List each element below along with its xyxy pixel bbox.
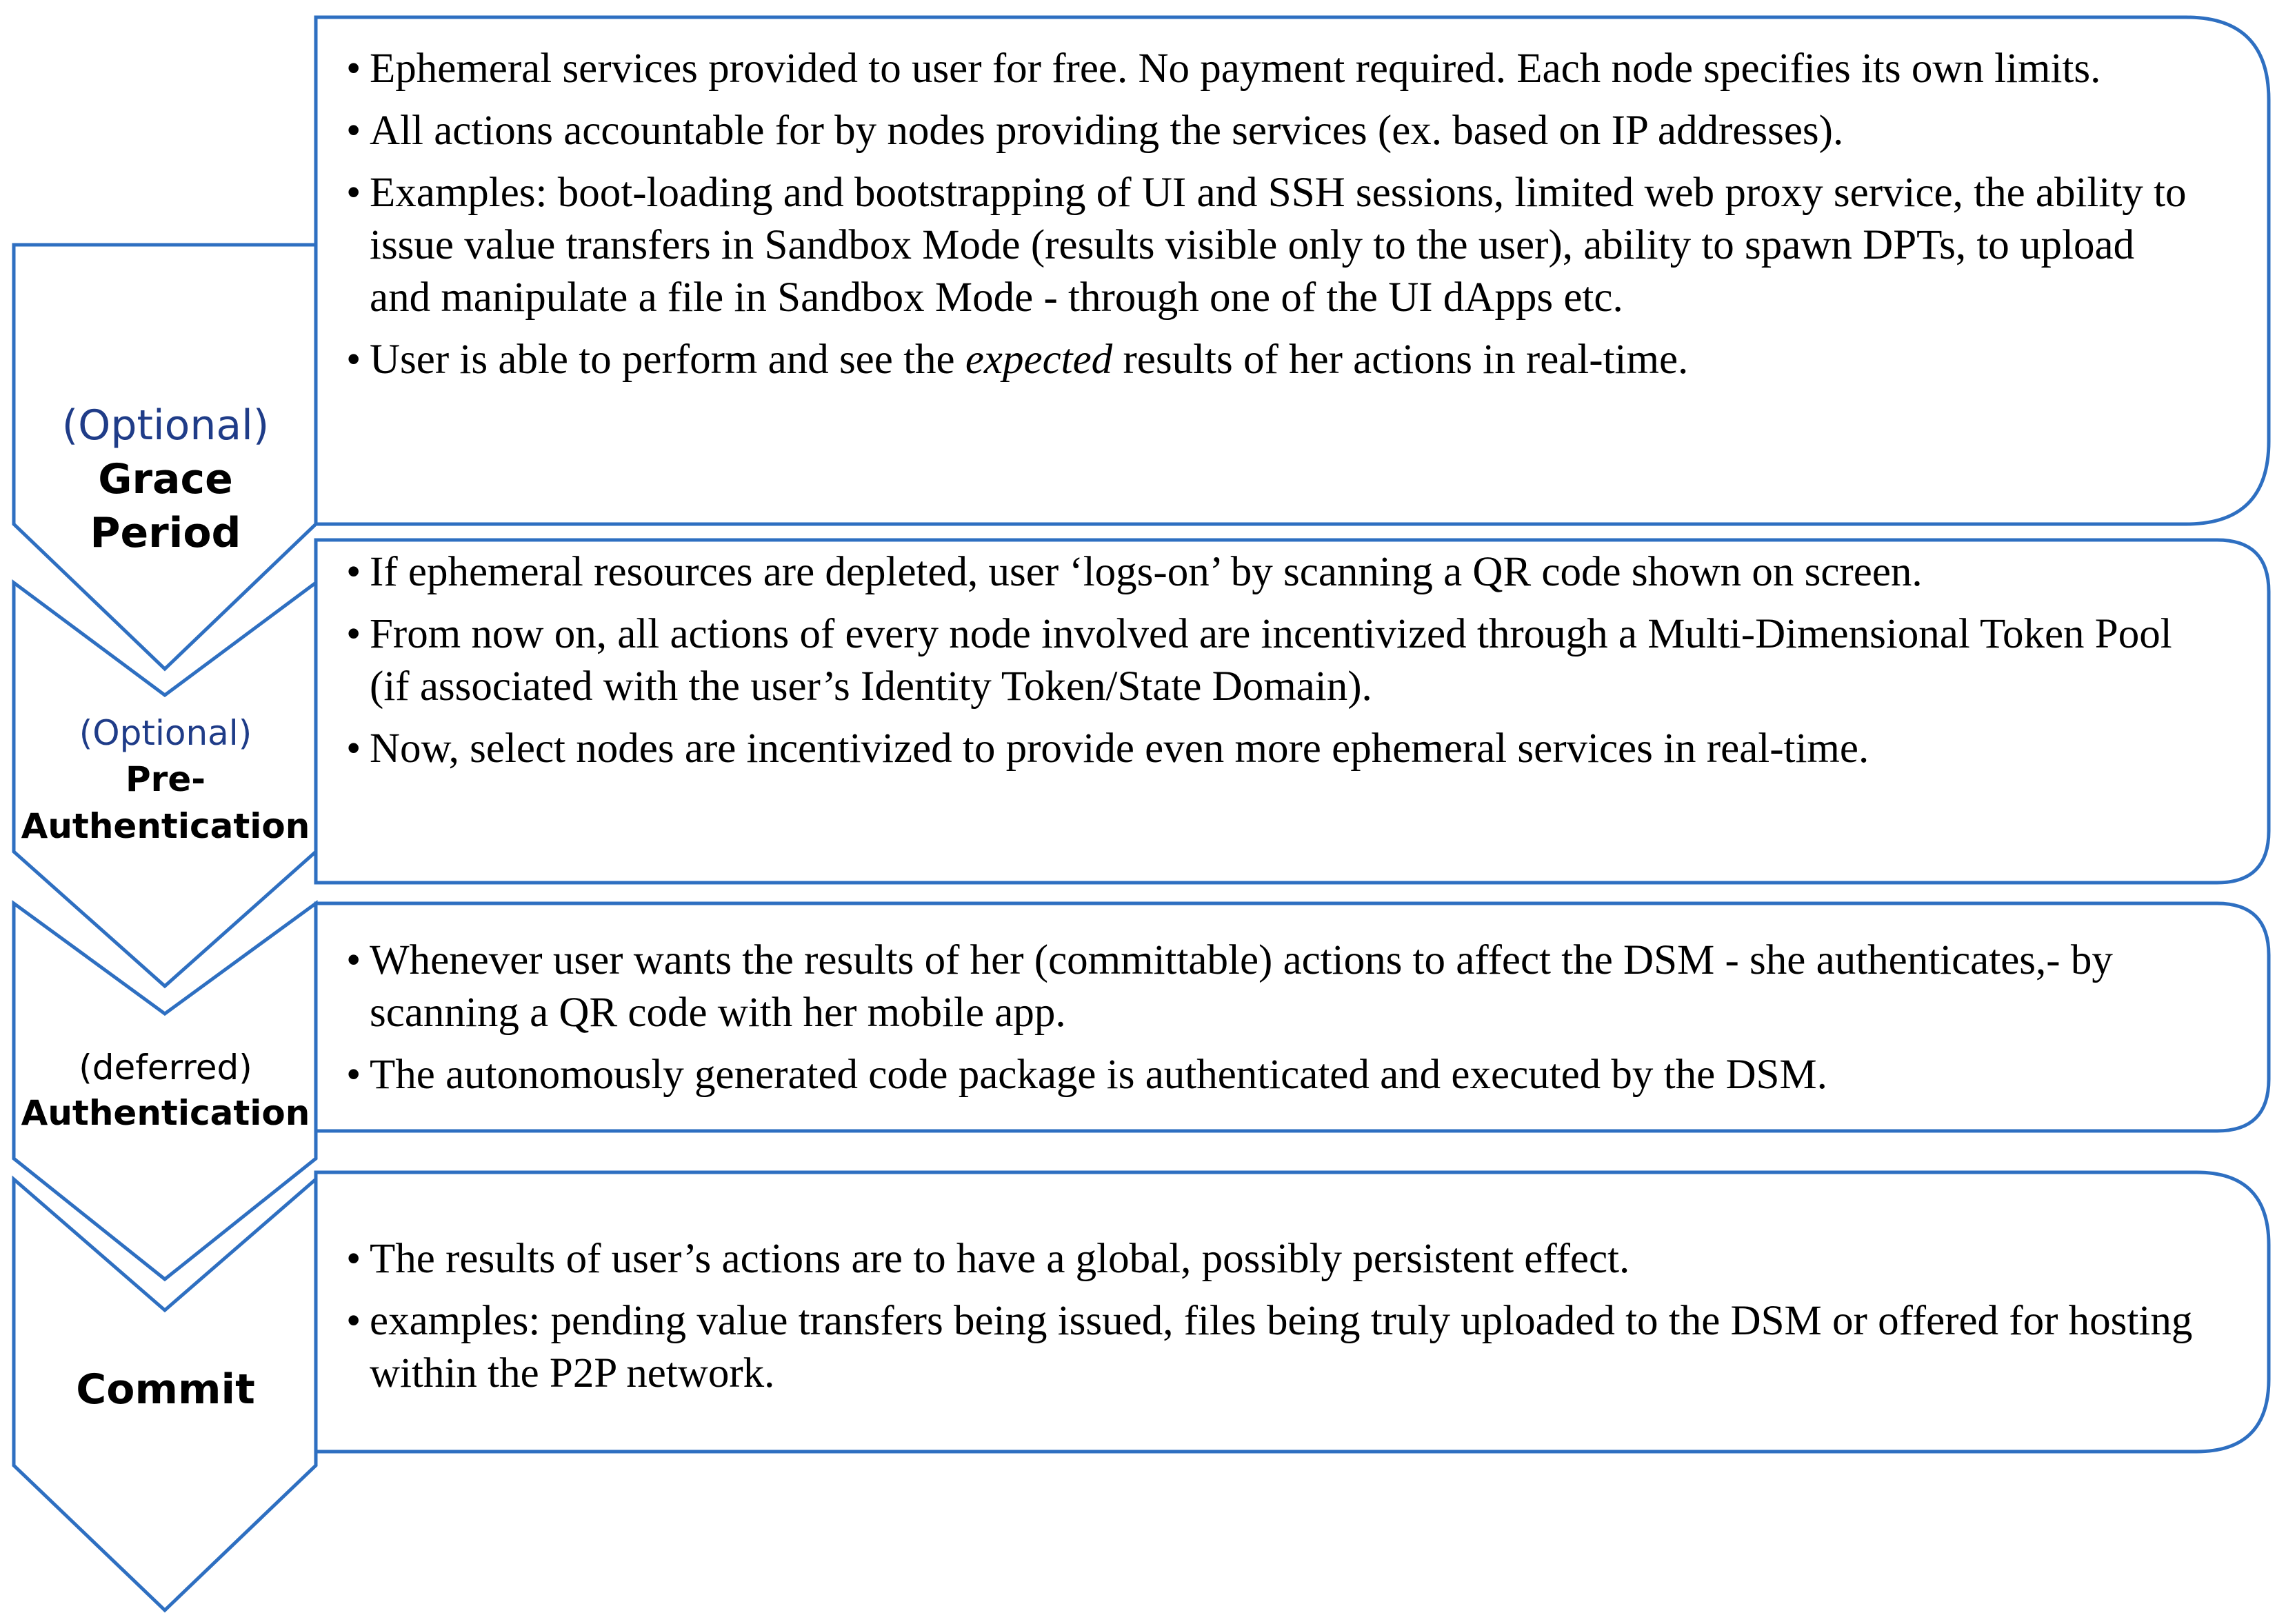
- authentication-details: [317, 934, 2262, 1111]
- bullet-item: [346, 334, 2200, 386]
- bullet-item: • Whenever user wants the results of her (committable) actions to affect the DSM - she authenticates,- by scanning a QR code with her mobile app.: [346, 934, 2200, 1039]
- stage-title: Commit: [76, 1365, 255, 1414]
- bullet-item: • The results of user’s actions are to have a global, possibly persistent effect.: [346, 1233, 2200, 1285]
- bullet-item: • If ephemeral resources are depleted, user ‘logs-on’ by scanning a QR code shown on screen.: [346, 546, 2200, 599]
- stage-label-authentication: [21, 1045, 310, 1136]
- stage-label-pre-authentication: [21, 710, 310, 850]
- stage-label-commit: [21, 1362, 310, 1417]
- bullet-item: • examples: pending value transfers being issued, files being truly uploaded to the DSM or offered for hosting within the P2P network.: [346, 1295, 2200, 1400]
- bullet-list: [346, 1233, 2200, 1400]
- bullet-list: [346, 934, 2200, 1101]
- bullet-item: • From now on, all actions of every node involved are incentivized through a Multi-Dimensional Token Pool (if associated with the user’s Identity Token/State Domain).: [346, 608, 2200, 713]
- stage-title: Authentication: [21, 1093, 310, 1133]
- pre-authentication-details: [317, 546, 2262, 785]
- grace-period-details: [317, 43, 2262, 396]
- bullet-list: [346, 546, 2200, 775]
- bullet-item: • All actions accountable for by nodes providing the services (ex. based on IP addresses).: [346, 105, 2200, 157]
- bullet-item: • Now, select nodes are incentivized to provide even more ephemeral services in real-time.: [346, 723, 2200, 775]
- stage-title: Pre- Authentication: [21, 759, 310, 846]
- stage-label-grace-period: [21, 399, 310, 560]
- bullet-item: • Ephemeral services provided to user for free. No payment required. Each node specifies its own limits.: [346, 43, 2200, 95]
- commit-details: [317, 1233, 2262, 1410]
- bullet-text: User is able to perform and see the: [370, 337, 965, 383]
- optional-tag: (Optional): [61, 401, 270, 450]
- bullet-list: [346, 43, 2200, 386]
- bullet-text: results of her actions in real-time.: [1112, 337, 1689, 383]
- optional-tag: (Optional): [79, 713, 252, 753]
- optional-tag: (deferred): [79, 1047, 252, 1087]
- stage-title: Grace Period: [90, 455, 241, 557]
- emphasis-text: expected: [965, 337, 1113, 383]
- bullet-item: • Examples: boot-loading and bootstrapping of UI and SSH sessions, limited web proxy service, the ability to issue value transfers in Sandbox Mode (results visible only to the user), ability to spawn DPTs, to upload and manipulate a file in Sandbox Mode - through one of the UI dApps etc.: [346, 167, 2200, 324]
- bullet-item: • The autonomously generated code package is authenticated and executed by the DSM.: [346, 1049, 2200, 1101]
